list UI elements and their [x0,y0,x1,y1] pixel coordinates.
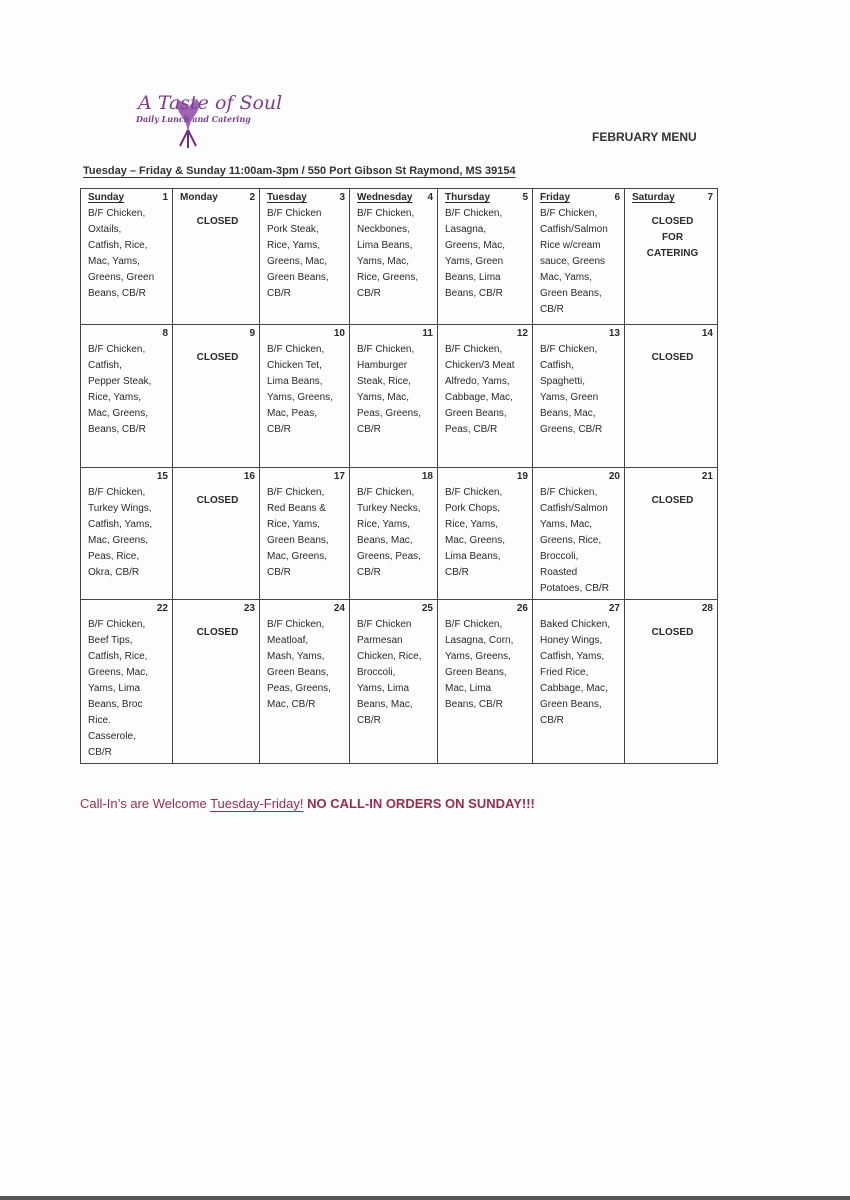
date-number: 10 [333,328,345,339]
date-number: 14 [701,328,713,339]
day-header [180,190,255,206]
date-number: 22 [156,603,168,614]
date-number: 24 [333,603,345,614]
day-cell [533,468,625,600]
date-number: 6 [614,192,620,203]
menu-items: B/F Chicken, Meatloaf, Mash, Yams, Green Beans, Peas, Greens, Mac, CB/R [267,619,331,710]
day-cell [438,325,533,468]
day-name: Monday [180,192,218,203]
date-number: 12 [516,328,528,339]
call-in-notice [80,796,535,811]
date-number: 21 [701,471,713,482]
day-cell [438,600,533,764]
day-cell [260,600,350,764]
menu-items: B/F Chicken Pork Steak, Rice, Yams, Greens, Mac, Green Beans, CB/R [267,208,329,299]
day-cell [173,325,260,468]
menu-items: B/F Chicken, Hamburger Steak, Rice, Yams, Mac, Peas, Greens, CB/R [357,344,421,435]
call-in-text: Call-In’s are Welcome [80,796,211,811]
closed-label: CLOSED [651,352,694,363]
day-cell [625,325,718,468]
date-number: 11 [422,328,433,339]
date-number: 19 [516,471,528,482]
day-cell [260,468,350,600]
day-cell [260,189,350,325]
no-sunday-orders: NO CALL-IN ORDERS ON SUNDAY!!! [303,796,535,811]
closed-label: CLOSED [651,495,694,506]
day-cell [81,600,173,764]
menu-items: B/F Chicken, Turkey Wings, Catfish, Yams, Mac, Greens, Peas, Rice, Okra, CB/R [88,487,153,578]
day-cell [533,325,625,468]
logo-title: A Taste of Soul [138,92,283,114]
day-header [540,190,620,206]
menu-calendar [80,188,718,764]
closed-label: CLOSED [196,352,239,363]
day-header [267,190,345,206]
menu-items: B/F Chicken, Catfish/Salmon Yams, Mac, Greens, Rice, Broccoli, Roasted Potatoes, CB/R [540,487,609,594]
date-number: 16 [243,471,255,482]
day-name: Tuesday [267,192,307,203]
day-cell [533,600,625,764]
day-cell [625,189,718,325]
date-number: 4 [427,192,433,203]
page-bottom-edge [0,1196,850,1200]
date-number: 3 [339,192,345,203]
day-cell [260,325,350,468]
day-cell [173,600,260,764]
day-name: Saturday [632,192,675,203]
call-in-days: Tuesday-Friday! [210,796,304,811]
day-cell [625,600,718,764]
menu-items: B/F Chicken, Turkey Necks, Rice, Yams, Beans, Mac, Greens, Peas, CB/R [357,487,421,578]
date-number: 5 [522,192,528,203]
day-cell [81,189,173,325]
menu-items: B/F Chicken Parmesan Chicken, Rice, Broccoli, Yams, Lima Beans, Mac, CB/R [357,619,422,726]
day-cell [350,189,438,325]
day-name: Thursday [445,192,491,203]
day-header [632,190,713,206]
date-number: 18 [421,471,433,482]
menu-items: B/F Chicken, Catfish, Spaghetti, Yams, Green Beans, Mac, Greens, CB/R [540,344,603,435]
date-number: 15 [156,471,168,482]
day-cell [350,468,438,600]
date-number: 17 [333,471,345,482]
day-header [88,190,168,206]
day-cell [173,189,260,325]
day-cell [625,468,718,600]
date-number: 1 [162,192,168,203]
closed-label: CLOSED [651,627,694,638]
logo [132,88,283,148]
closed-label: CLOSED [196,216,239,227]
closed-label: CLOSED [196,495,239,506]
date-number: 20 [608,471,620,482]
day-name: Friday [540,192,571,203]
menu-items: B/F Chicken, Chicken/3 Meat Alfredo, Yams, Cabbage, Mac, Green Beans, Peas, CB/R [445,344,515,435]
menu-items: B/F Chicken, Oxtails, Catfish, Rice, Mac, Yams, Greens, Green Beans, CB/R [88,208,155,299]
day-name: Sunday [88,192,125,203]
day-header [445,190,528,206]
day-name: Wednesday [357,192,413,203]
menu-items: B/F Chicken, Red Beans & Rice, Yams, Green Beans, Mac, Greens, CB/R [267,487,329,578]
menu-title: FEBRUARY MENU [592,130,697,144]
closed-label: CLOSED FOR CATERING [646,216,699,259]
day-cell [350,600,438,764]
logo-subtitle: Daily Lunch and Catering [136,114,251,124]
day-cell [350,325,438,468]
date-number: 8 [162,328,168,339]
hours-address-line: Tuesday – Friday & Sunday 11:00am-3pm / 550 Port Gibson St Raymond, MS 39154 [83,165,516,177]
calendar-week-row [81,325,718,468]
menu-items: B/F Chicken, Beef Tips, Catfish, Rice, Greens, Mac, Yams, Lima Beans, Broc Rice. Casserole, CB/R [88,619,149,758]
day-cell [438,189,533,325]
calendar-week-row [81,468,718,600]
date-number: 23 [243,603,255,614]
menu-items: B/F Chicken, Lasagna, Greens, Mac, Yams, Green Beans, Lima Beans, CB/R [445,208,506,299]
date-number: 25 [421,603,433,614]
menu-items: B/F Chicken, Neckbones, Lima Beans, Yams, Mac, Rice, Greens, CB/R [357,208,419,299]
day-header [357,190,433,206]
calendar-week-row [81,189,718,325]
day-cell [533,189,625,325]
menu-items: B/F Chicken, Catfish/Salmon Rice w/cream sauce, Greens Mac, Yams, Green Beans, CB/R [540,208,608,315]
day-cell [81,325,173,468]
menu-items: B/F Chicken, Lasagna, Corn, Yams, Greens, Green Beans, Mac, Lima Beans, CB/R [445,619,514,710]
date-number: 7 [707,192,713,203]
closed-label: CLOSED [196,627,239,638]
date-number: 26 [516,603,528,614]
date-number: 13 [608,328,620,339]
menu-items: B/F Chicken, Pork Chops, Rice, Yams, Mac, Greens, Lima Beans, CB/R [445,487,506,578]
day-cell [173,468,260,600]
date-number: 27 [608,603,620,614]
day-cell [81,468,173,600]
menu-items: B/F Chicken, Catfish, Pepper Steak, Rice, Yams, Mac, Greens, Beans, CB/R [88,344,152,435]
date-number: 2 [249,192,255,203]
menu-items: Baked Chicken, Honey Wings, Catfish, Yams, Fried Rice, Cabbage, Mac, Green Beans, CB/R [540,619,611,726]
date-number: 9 [249,328,255,339]
date-number: 28 [701,603,713,614]
menu-items: B/F Chicken, Chicken Tet, Lima Beans, Yams, Greens, Mac, Peas, CB/R [267,344,333,435]
calendar-week-row [81,600,718,764]
day-cell [438,468,533,600]
